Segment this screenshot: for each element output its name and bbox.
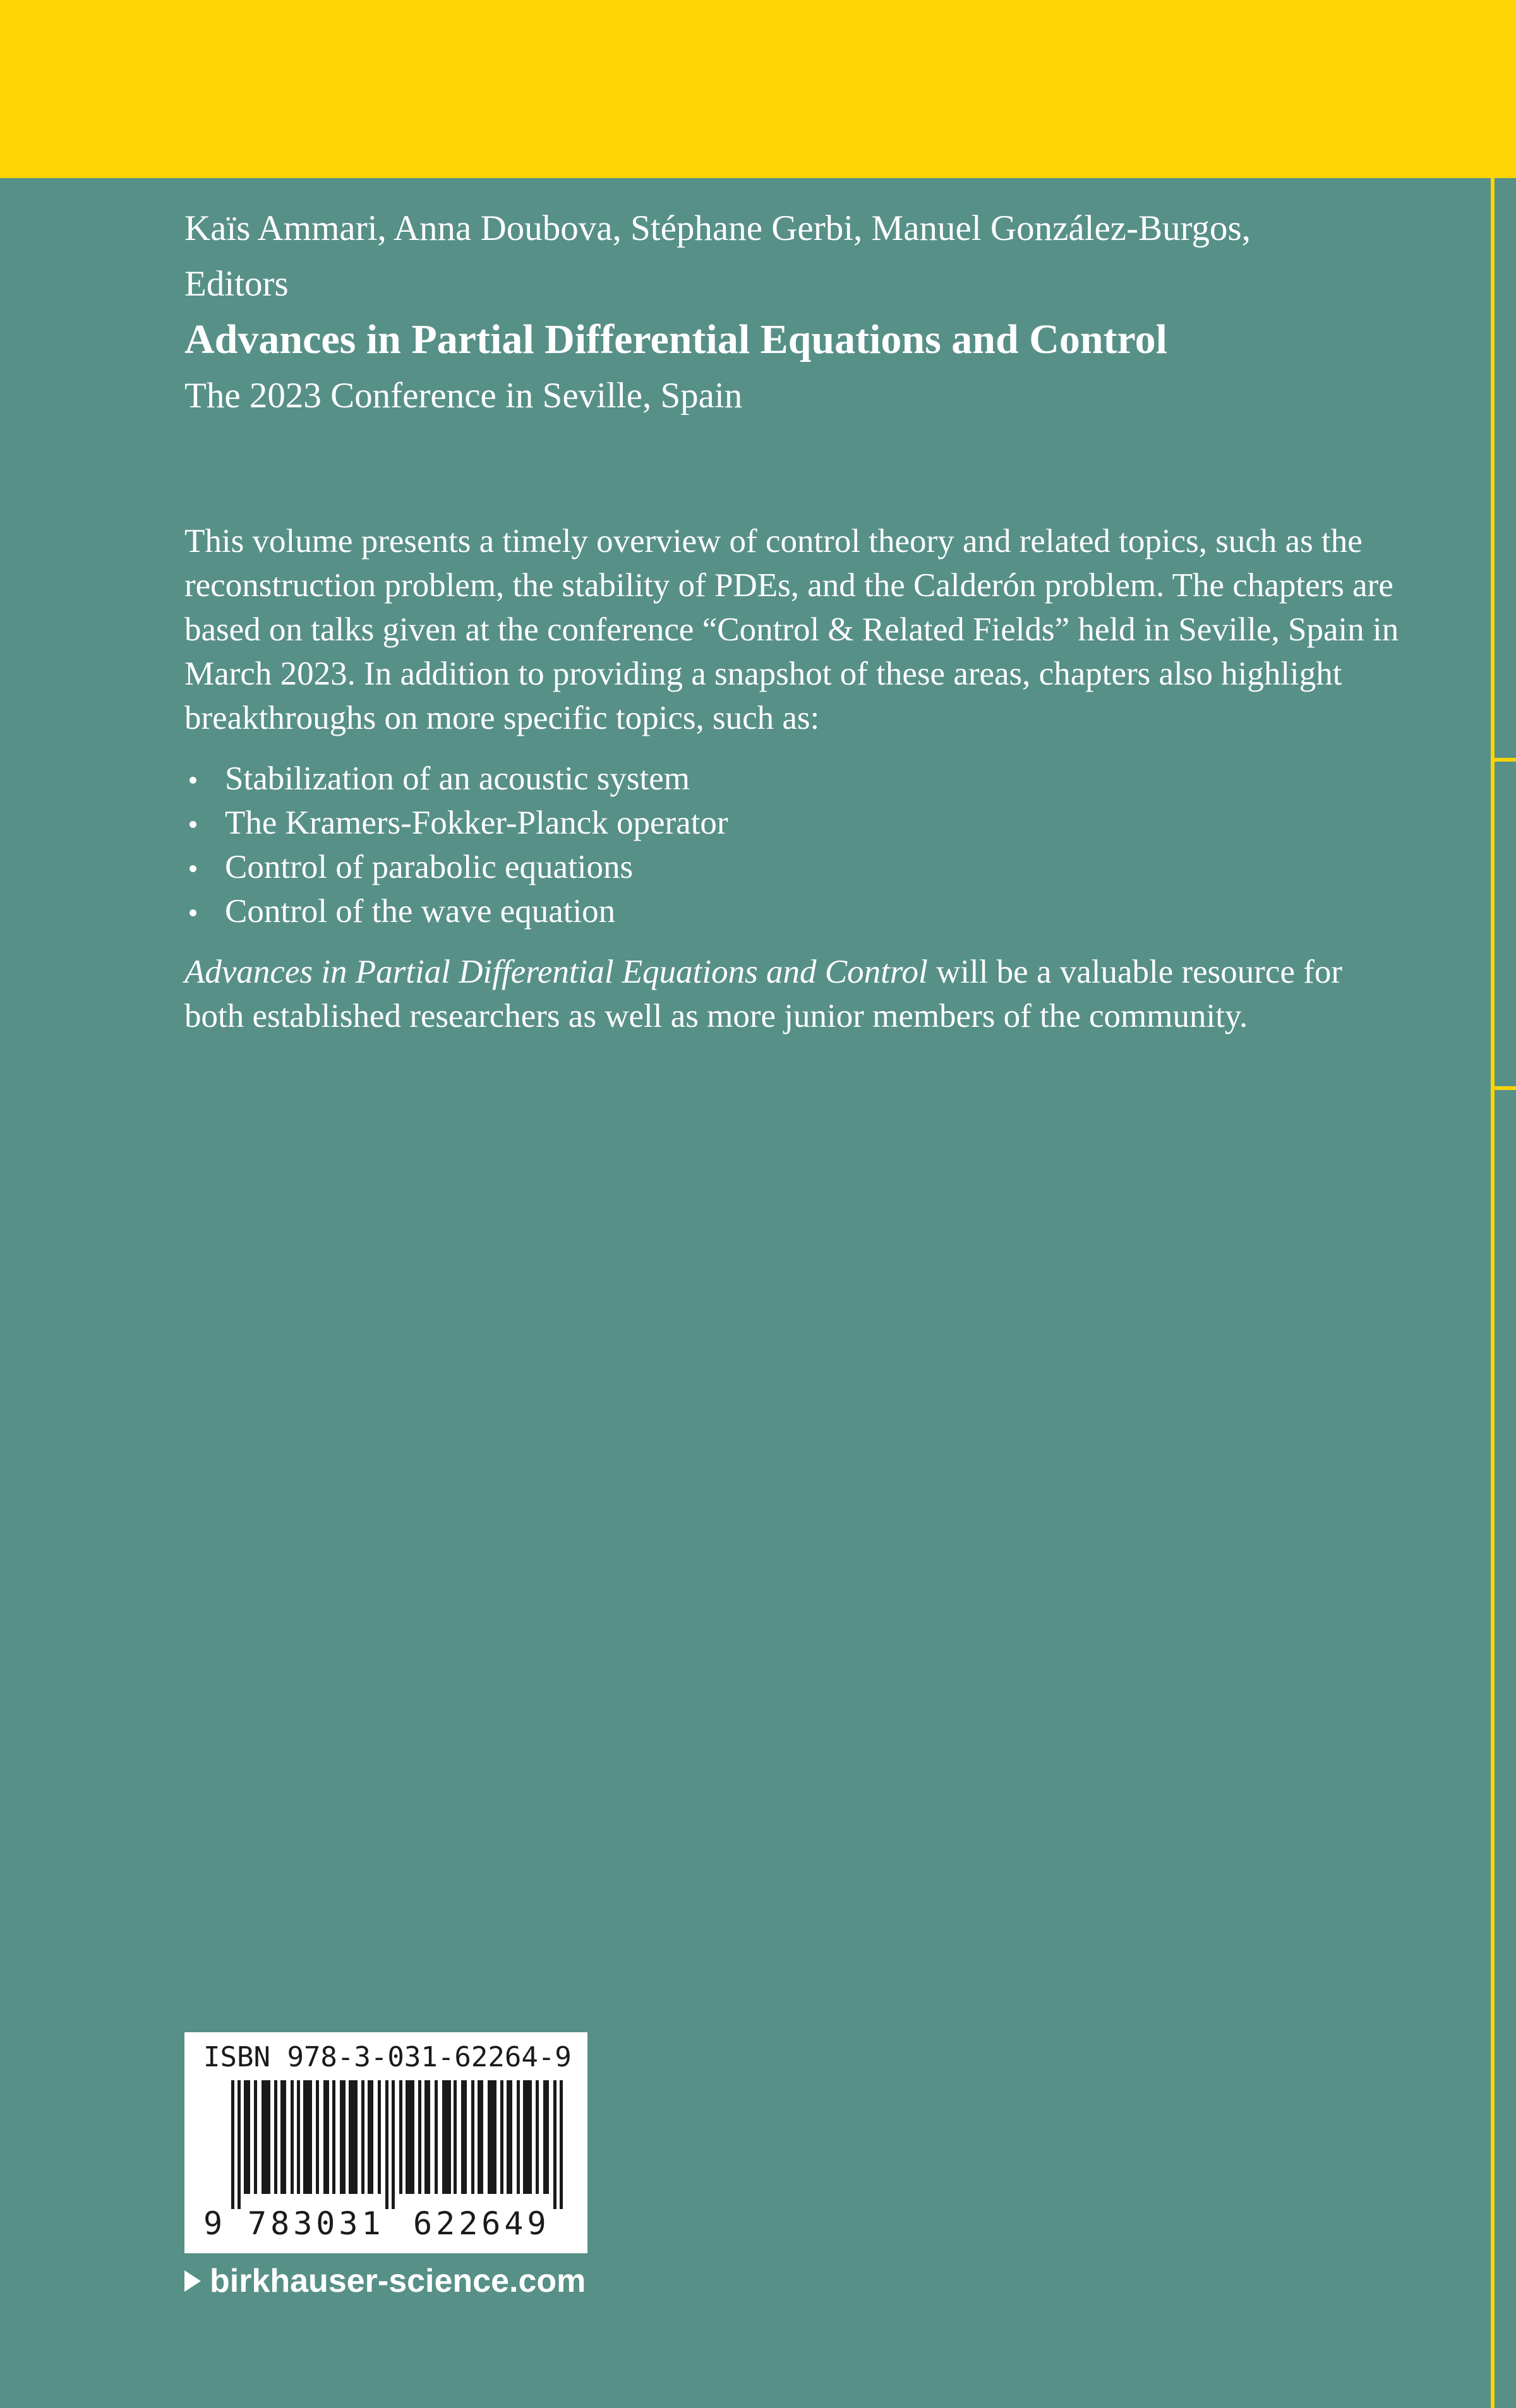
book-subtitle: The 2023 Conference in Seville, Spain [184, 376, 743, 416]
book-title: Advances in Partial Differential Equations and Control [184, 316, 1167, 362]
topic-text: The Kramers-Fokker-Planck operator [225, 805, 728, 841]
spine-tick-mark [1491, 1086, 1516, 1090]
isbn-label: ISBN 978-3-031-62264-9 [203, 2041, 572, 2073]
bullet-icon [190, 909, 196, 916]
list-item [184, 889, 1410, 933]
editors-names [184, 201, 1410, 312]
book-description: This volume presents a timely overview of control theory and related topics, such as the reconstruction problem, the stability of PDEs, and the Calderón problem. The chapters are based on talks given at the conference “Control & Related Fields” held in Seville, Spain in March 2023. In addition to providing a snapshot of these areas, chapters also highlight breakthroughs on more specific topics, such as: [184, 523, 1399, 736]
bullet-icon [190, 865, 196, 872]
closing-statement [184, 950, 1410, 1038]
isbn-barcode-box [184, 2032, 587, 2253]
bullet-icon [190, 777, 196, 784]
topics-list [184, 757, 1410, 933]
website-url: birkhauser-science.com [210, 2263, 586, 2299]
editors-list: Kaïs Ammari, Anna Doubova, Stéphane Gerbi, Manuel González-Burgos, [184, 208, 1251, 248]
top-yellow-band [0, 0, 1516, 178]
list-item [184, 845, 1410, 889]
barcode-digit-group: 783031 [248, 2205, 385, 2242]
spine-tick-mark [1491, 758, 1516, 762]
editors-label: Editors [184, 264, 289, 304]
topic-text: Stabilization of an acoustic system [225, 760, 690, 797]
barcode-icon [231, 2080, 566, 2209]
barcode-lead-digit: 9 [203, 2205, 223, 2242]
topic-text: Control of the wave equation [225, 893, 616, 930]
list-item [184, 757, 1410, 801]
triangle-right-icon [184, 2270, 201, 2292]
spine-edge-line [1491, 178, 1495, 2408]
closing-text: will be a valuable resource for both established researchers as well as more junior members of the community. [184, 954, 1343, 1034]
back-cover-text [184, 201, 1410, 1038]
barcode-digit-group: 622649 [413, 2205, 550, 2242]
closing-title-italic: Advances in Partial Differential Equations and Control [184, 954, 928, 990]
topic-text: Control of parabolic equations [225, 849, 634, 885]
bullet-icon [190, 821, 196, 828]
publisher-website[interactable] [184, 2262, 586, 2300]
list-item [184, 801, 1410, 845]
